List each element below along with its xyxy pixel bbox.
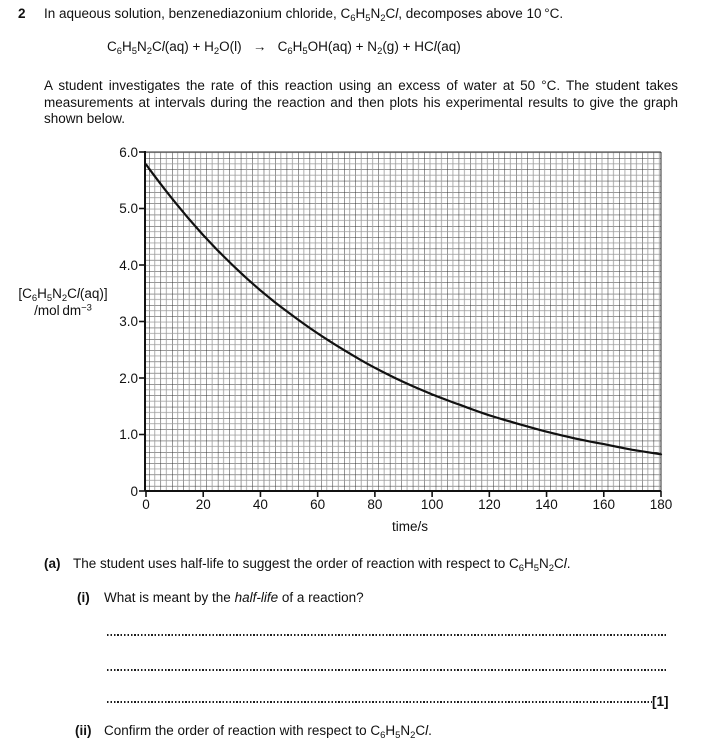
answer-line-2[interactable] — [107, 669, 668, 671]
y-tick-label: 2.0 — [119, 370, 138, 386]
y-tick-label: 3.0 — [119, 314, 138, 329]
marks-badge: [1] — [652, 694, 669, 709]
question-paragraph: A student investigates the rate of this reaction using an excess of water at 50 °C. The student takes measurements at intervals during the reaction and then plots his experimental results to give the graph shown below. — [44, 78, 678, 126]
x-tick-label: 160 — [592, 497, 616, 512]
x-tick-label: 120 — [478, 497, 501, 512]
x-tick-label: 0 — [142, 497, 150, 512]
part-a-i-text: What is meant by the half-life of a reaction? — [104, 590, 364, 605]
x-tick-label: 20 — [195, 497, 211, 512]
x-tick-label: 140 — [535, 497, 558, 512]
y-axis-title — [6, 286, 120, 319]
x-tick-label: 180 — [649, 497, 673, 512]
question-number: 2 — [18, 6, 26, 21]
part-a-i-label: (i) — [77, 590, 90, 605]
x-tick-label: 80 — [367, 497, 383, 512]
y-tick-label: 5.0 — [119, 201, 138, 216]
answer-line-1[interactable] — [107, 634, 668, 636]
y-tick-label: 1.0 — [119, 427, 138, 442]
part-a-text: The student uses half-life to suggest the order of reaction with respect to $C_6H_5N_2Cl$. — [73, 556, 571, 574]
chemical-equation: $C_6H_5N_2Cl(aq) + H_2O(l) \to C_6H_5OH(aq) + N_2(g) + HCl(aq)$ — [107, 39, 461, 57]
part-a-ii-label: (ii) — [75, 723, 92, 738]
x-tick-label: 40 — [252, 497, 268, 512]
answer-line-3[interactable] — [107, 701, 652, 703]
x-tick-label: 100 — [420, 497, 444, 512]
y-tick-label: 4.0 — [119, 257, 138, 273]
x-axis-title: time/s — [391, 519, 428, 534]
y-tick-label: 0 — [130, 483, 138, 499]
part-a-ii-text-clipped: Confirm the order of reaction with respect to $C_6H_5N_2Cl$. — [104, 723, 432, 741]
question-intro: In aqueous solution, benzenediazonium chloride, $C_6H_5N_2Cl$, decomposes above 10 °C. — [44, 6, 564, 24]
y-axis-title-line2: /mol $dm^{-3}$ — [34, 301, 92, 318]
part-a-label: (a) — [44, 556, 61, 571]
y-tick-label: 6.0 — [119, 144, 138, 160]
y-axis-title-line1: $[C_6H_5N_2Cl(aq)]$ — [18, 286, 108, 304]
x-tick-label: 60 — [310, 497, 326, 512]
